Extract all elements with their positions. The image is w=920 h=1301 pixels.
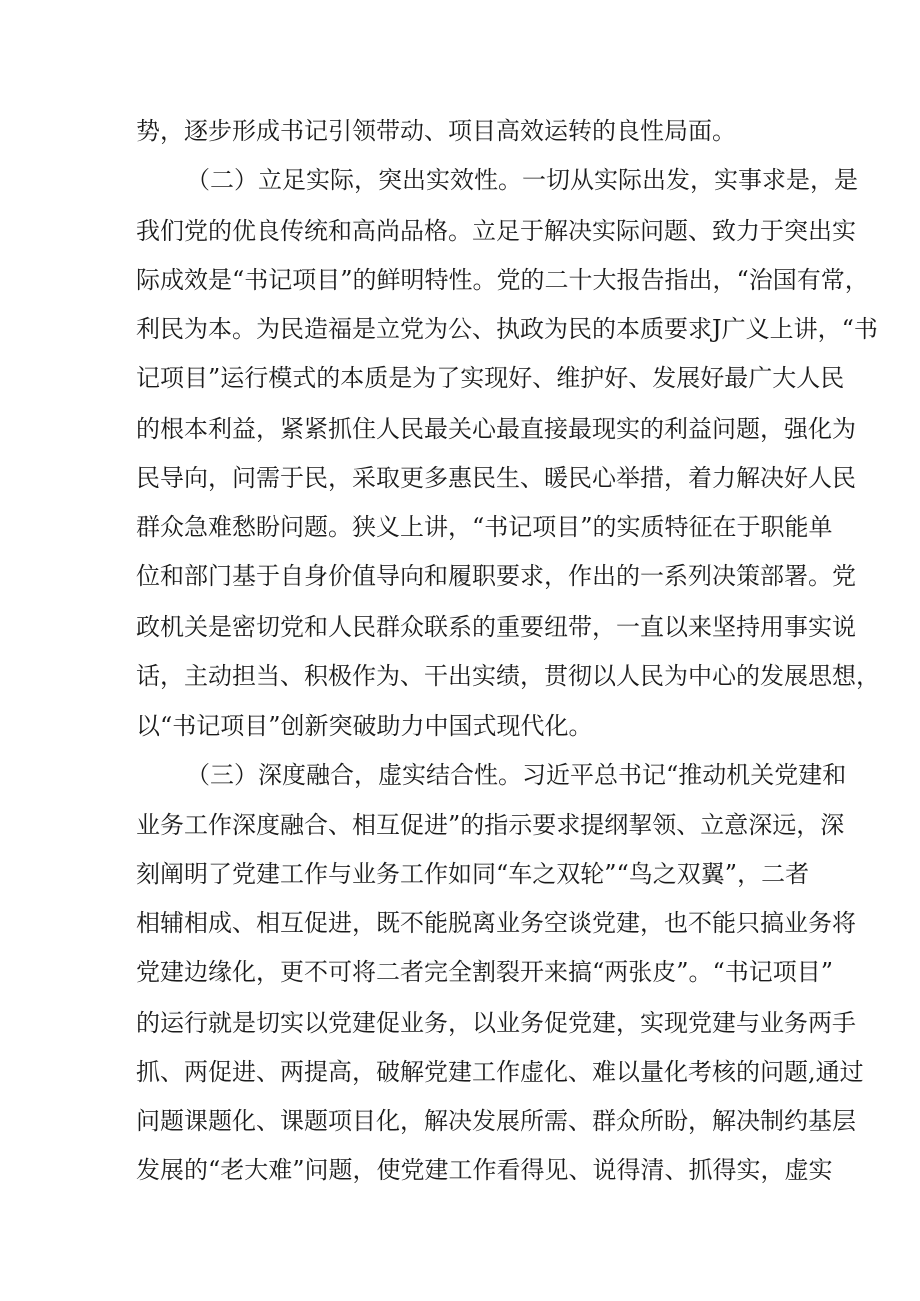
text-line: 刻阐明了党建工作与业务工作如同“车之双轮”“鸟之双翼”，二者 <box>136 860 810 888</box>
text-line: 群众急难愁盼问题。狭义上讲，“书记项目”的实质特征在于职能单 <box>136 513 833 541</box>
text-line: 发展的“老大难”问题，使党建工作看得见、说得清、抓得实，虚实 <box>136 1156 833 1184</box>
text-line: 民导向，问需于民，采取更多惠民生、暖民心举措，着力解决好人民 <box>136 464 856 492</box>
text-line: 业务工作深度融合、相互促进”的指示要求提纲挈领、立意深远，深 <box>136 811 845 839</box>
text-line: 的运行就是切实以党建促业务，以业务促党建，实现党建与业务两手 <box>136 1009 856 1037</box>
text-line: 势，逐步形成书记引领带动、项目高效运转的良性局面。 <box>136 117 736 145</box>
text-line: 政机关是密切党和人民群众联系的重要纽带，一直以来坚持用事实说 <box>136 613 856 641</box>
text-line: 相辅相成、相互促进，既不能脱离业务空谈党建，也不能只搞业务将 <box>136 909 856 937</box>
text-line: 的根本利益，紧紧抓住人民最关心最直接最现实的利益问题，强化为 <box>136 415 856 443</box>
paragraph-3-heading-line: （三）深度融合，虚实结合性。习近平总书记“推动机关党建和 <box>186 761 847 789</box>
text-line: 抓、两促进、两提高，破解党建工作虚化、难以量化考核的问题,通过 <box>136 1058 864 1086</box>
text-line: 位和部门基于自身价值导向和履职要求，作出的一系列决策部署。党 <box>136 562 856 590</box>
text-line: 际成效是“书记项目”的鲜明特性。党的二十大报告指出，“治国有常， <box>136 266 869 294</box>
text-line: 党建边缘化，更不可将二者完全割裂开来搞“两张皮”。“书记项目” <box>136 958 834 986</box>
text-line: 记项目”运行模式的本质是为了实现好、维护好、发展好最广大人民 <box>136 364 845 392</box>
text-line: 我们党的优良传统和高尚品格。立足于解决实际问题、致力于突出实 <box>136 217 856 245</box>
text-line: 利民为本。为民造福是立党为公、执政为民的本质要求J广义上讲，“书 <box>136 315 878 343</box>
text-line: 话，主动担当、积极作为、干出实绩，贯彻以人民为中心的发展思想， <box>136 662 880 690</box>
text-line: 以“书记项目”创新突破助力中国式现代化。 <box>136 712 593 740</box>
text-line: 问题课题化、课题项目化，解决发展所需、群众所盼，解决制约基层 <box>136 1107 856 1135</box>
paragraph-2-heading-line: （二）立足实际，突出实效性。一切从实际出发，实事求是，是 <box>186 166 858 194</box>
